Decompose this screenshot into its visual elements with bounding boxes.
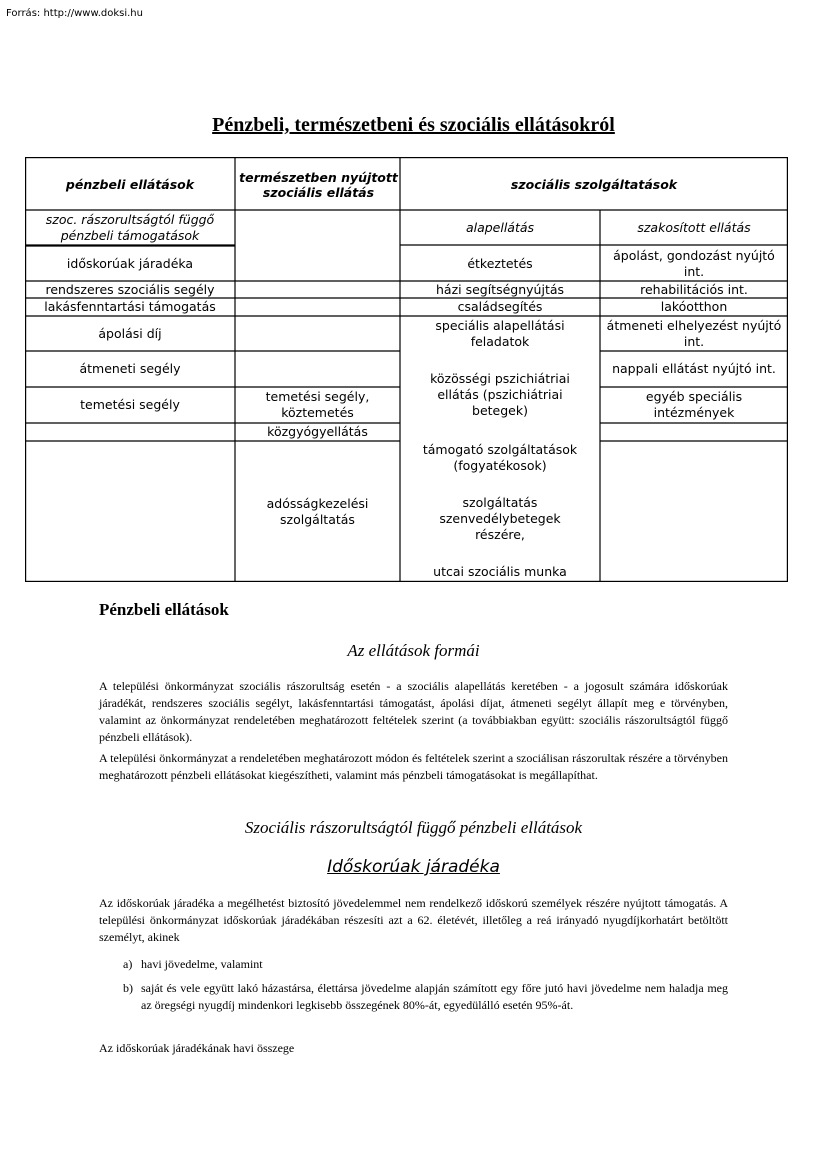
specialized-item: rehabilitációs int.: [640, 281, 748, 297]
list-text: saját és vele együtt lakó házastársa, élettársa jövedelme alapján számított egy főre jutó havi jövedelme nem haladja meg az öregségi nyugdíj mindenkori legkisebb összegének 80%-át, egyedülálló esetén 95%-át.: [141, 981, 728, 1012]
basic-care-item: étkeztetés: [467, 255, 533, 271]
basic-care-item: szolgáltatás szenvedélybetegek részére,: [439, 495, 561, 542]
section-heading: Pénzbeli ellátások: [99, 600, 229, 619]
paragraph: Az időskorúak járadéka a megélhetést biztosító jövedelemmel nem rendelkező időskorú személyek részére nyújtott támogatás. A települési önkormányzat időskorúak járadékában részesíti azt a 62. életévét, illetőleg a reá irányadó nyugdíjkorhatárt betöltött személyt, akinek: [99, 896, 728, 944]
cash-item: lakásfenntartási támogatás: [44, 299, 216, 314]
specialized-item: egyéb speciális intézmények: [645, 389, 743, 420]
in-kind-item: adósságkezelési szolgáltatás: [266, 495, 369, 527]
in-kind-item: temetési segély, köztemetés: [265, 389, 370, 420]
paragraph: A települési önkormányzat a rendeletében meghatározott módon és feltételek szerint a szociálisan rászorultak részére a törvényben meghatározott pénzbeli ellátásokat kiegészítheti, valamint más pénzbeli támogatásokat is megállapíthat.: [99, 751, 728, 782]
page-title: Pénzbeli, természetbeni és szociális ellátásokról: [212, 114, 615, 136]
cash-item: rendszeres szociális segély: [45, 281, 215, 297]
cash-item: ápolási díj: [98, 325, 162, 341]
list-text: havi jövedelme, valamint: [141, 957, 263, 971]
cash-item: temetési segély: [80, 397, 180, 412]
paragraph: A települési önkormányzat szociális rászorultság esetén - a szociális alapellátás keretében - a jogosult számára időskorúak járadékát, rendszeres szociális segélyt, lakásfenntartási támogatást, ápolási díjat, átmeneti segélyt állapít meg e törvényben, valamint az önkormányzat rendeletében meghatározott feltételek szerint (a továbbiakban együtt: szociális rászorultságtól függő pénzbeli ellátások).: [99, 679, 728, 744]
subheader-basic-care: alapellátás: [465, 220, 535, 235]
benefits-table: [25, 157, 788, 582]
in-kind-item: közgyógyellátás: [267, 424, 368, 439]
header-cash-benefits: pénzbeli ellátások: [65, 176, 195, 192]
source-url: Forrás: http://www.doksi.hu: [6, 8, 143, 19]
subsection-heading-social: Szociális rászorultságtól függő pénzbeli ellátások: [244, 818, 583, 837]
specialized-item: lakóotthon: [660, 299, 728, 314]
list-marker: a): [123, 957, 133, 971]
list-marker: b): [123, 981, 133, 995]
list-item: [123, 980, 728, 1014]
paragraph: Az időskorúak járadékának havi összege: [99, 1041, 295, 1055]
heading-elderly-allowance: Időskorúak járadéka: [327, 857, 500, 877]
list-item: [123, 956, 728, 973]
header-in-kind: természetben nyújtott szociális ellátás: [239, 169, 398, 200]
subheader-needs-based: szoc. rászorultságtól függő pénzbeli támogatások: [45, 212, 215, 243]
specialized-item: nappali ellátást nyújtó int.: [612, 361, 776, 376]
cash-item: időskorúak járadéka: [66, 255, 194, 271]
specialized-item: átmeneti elhelyezést nyújtó int.: [606, 317, 782, 349]
subheader-specialized-care: szakosított ellátás: [637, 220, 751, 235]
basic-care-item: utcai szociális munka: [433, 564, 567, 579]
specialized-item: ápolást, gondozást nyújtó int.: [613, 247, 775, 279]
basic-care-item: családsegítés: [457, 299, 543, 314]
basic-care-item: közösségi pszichiátriai ellátás (pszichiátriai betegek): [430, 371, 570, 418]
header-social-services: szociális szolgáltatások: [510, 176, 678, 192]
subsection-heading-forms: Az ellátások formái: [347, 641, 480, 660]
basic-care-item: házi segítségnyújtás: [435, 281, 565, 297]
cash-item: átmeneti segély: [79, 361, 181, 376]
basic-care-item: támogató szolgáltatások (fogyatékosok): [422, 442, 578, 473]
basic-care-item: speciális alapellátási feladatok: [435, 318, 565, 349]
